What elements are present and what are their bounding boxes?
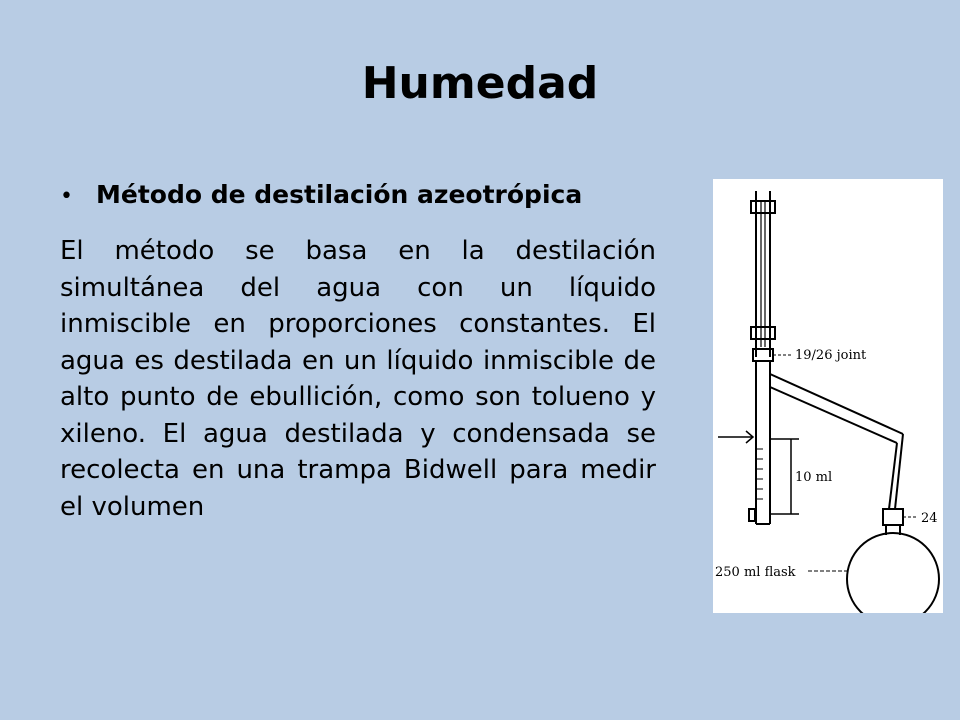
graduation-ticks (756, 449, 763, 499)
distillation-apparatus-drawing (713, 179, 943, 613)
slide-title: Humedad (361, 58, 599, 109)
flask-label: 250 ml flask (715, 565, 796, 580)
bullet-heading: Método de destilación azeotrópica (96, 180, 583, 209)
round-bottom-flask (847, 533, 939, 613)
body-paragraph: El método se basa en la destilación simultánea del agua con un líquido inmiscible en proporciones constantes. El agua es destilada en un líquido inmiscible de alto punto de ebullición, como son tolueno y xileno. El agua destilada y condensada se recolecta en una trampa Bidwell para medir el volumen (60, 236, 656, 522)
side-arm-upper (770, 374, 903, 434)
volume-label: 10 ml (795, 470, 833, 485)
distillation-apparatus-figure (713, 179, 943, 613)
condenser-bottom-port (751, 327, 775, 339)
condenser-top-port (751, 201, 775, 213)
side-label: 24 (921, 511, 938, 526)
flask-joint (883, 509, 903, 525)
stopcock (749, 509, 755, 521)
bullet-item (60, 180, 582, 209)
side-arm-lower (770, 387, 897, 443)
bullet-dot-icon: • (60, 184, 73, 209)
joint-label: 19/26 joint (795, 348, 867, 363)
